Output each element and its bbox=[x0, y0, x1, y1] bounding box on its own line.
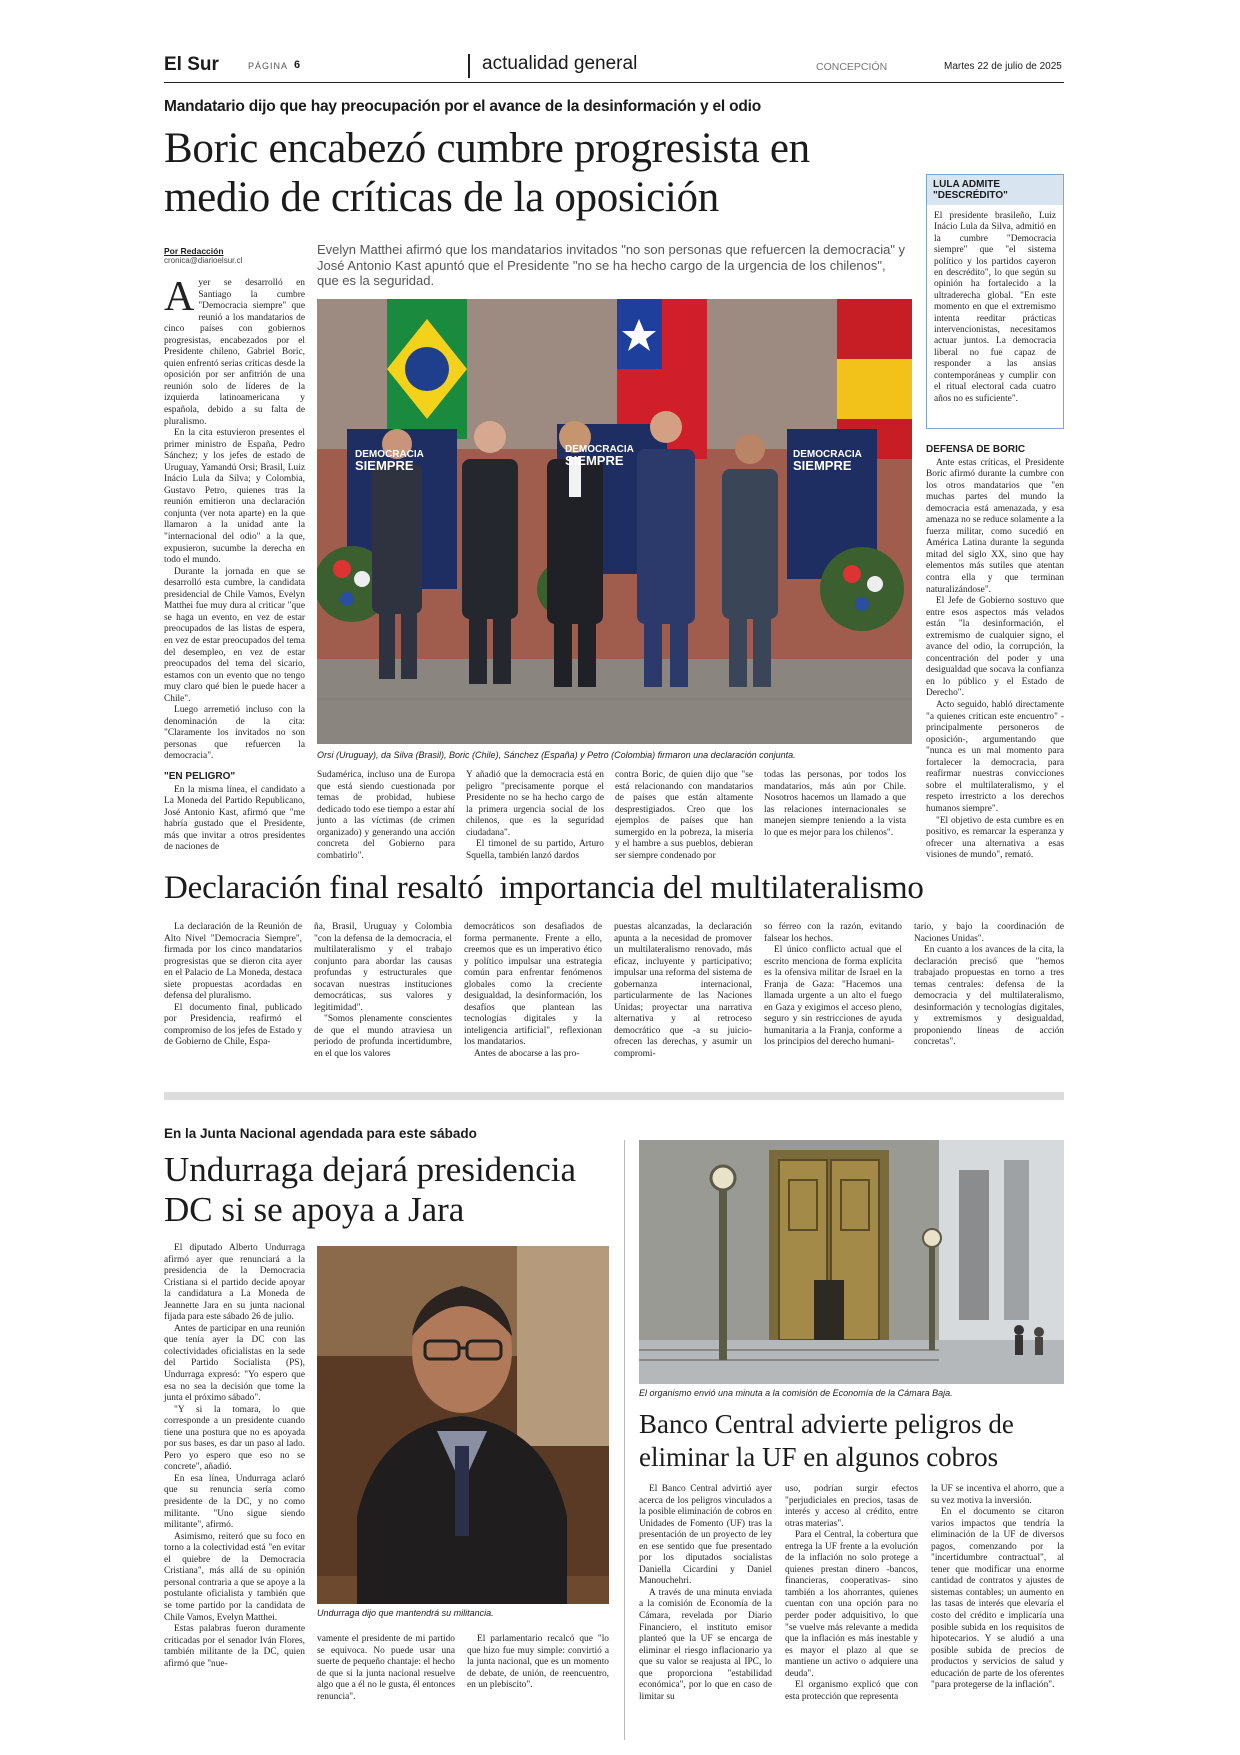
story4-paragraph: El organismo explicó que con esta protección que representa bbox=[785, 1680, 918, 1702]
story1-kicker: Mandatario dijo que hay preocupación por el avance de la desinformación y el odio bbox=[164, 98, 762, 115]
date-label: Martes 22 de julio de 2025 bbox=[944, 61, 1062, 72]
story1-column-5 bbox=[764, 770, 906, 839]
story1-headline bbox=[164, 124, 810, 222]
sidebar-paragraph: El Jefe de Gobierno sostuvo que entre esos aspectos más velados están "la desinformación, el extremismo de cualquier signo, el avance del odio, la corrupción, la concentración del poder y una desigualdad que socava la confianza en lo público y el Estado de Derecho". bbox=[926, 596, 1064, 699]
sidebar-title-line2: "DESCRÉDITO" bbox=[933, 190, 1008, 201]
column-divider bbox=[624, 1140, 625, 1740]
story3-paragraph: "Y si la tomara, lo que corresponde a un presidente cuando tiene una postura que no es apoyada por sus bases, es dar un paso al lado. Pero yo espero que eso no se concrete", añadió. bbox=[164, 1404, 305, 1473]
story2-paragraph: En cuanto a los avances de la cita, la declaración precisó que "hemos trabajado propuestas en torno a tres temas centrales: defensa de la democracia y del multilateralismo, desinformación y tecnologías digitales, y extremismos y desigualdad, proponiendo líneas de acción concretas". bbox=[914, 945, 1064, 1048]
story1-column-1 bbox=[164, 274, 305, 854]
page-label: PÁGINA bbox=[248, 61, 289, 71]
story1-paragraph: contra Boric, de quien dijo que "se está relacionando con mandatarios de países que están altamente desprestigiados. Creo que los ejemplos de países que han sumergido en la pobreza, la miseria y el hambre a sus pueblos, debieran ser siempre condenado por bbox=[615, 770, 753, 861]
story1-paragraph: El timonel de su partido, Arturo Squella, también lanzó dardos bbox=[466, 839, 604, 861]
story4-headline-line2: eliminar la UF en algunos cobros bbox=[639, 1442, 999, 1472]
banco-central-photo bbox=[639, 1140, 1064, 1384]
story3-column-1 bbox=[164, 1243, 305, 1670]
story3-column-3 bbox=[467, 1634, 609, 1692]
backdrop-line2: SIEMPRE bbox=[793, 458, 852, 473]
story1-paragraph: En la cita estuvieron presentes el primer ministro de España, Pedro Sánchez; y los jefes de estado de Uruguay, Yamandú Orsi; Brasil, Luiz Inácio Lula da Silva; y Colombia, Gustavo Petro, quienes tras la reunión emitieron una declaración conjunta (ver nota aparte) en la que llamaron a la unidad ante la "internacional del odio" a la que, expusieron, sucumbe la derecha en todo el mundo. bbox=[164, 428, 305, 566]
story3-paragraph: El parlamentario recalcó que "lo que hizo fue muy simple: convirtió a la junta nacional, que es un momento de debate, de unión, de reencuentro, en un plebiscito". bbox=[467, 1634, 609, 1691]
story1-paragraph: Luego arremetió incluso con la denominación de la cita: "Claramente los invitados no son personas que refuercen la democracia". bbox=[164, 705, 305, 762]
story4-paragraph: El Banco Central advirtió ayer acerca de los peligros vinculados a la posible eliminación de cobros en Unidades de Fomento (UF) tras la presentación de un proyecto de ley en ese sentido que fue presentado por los diputados socialistas Daniella Cicardini y Daniel Manouchehri. bbox=[639, 1484, 772, 1587]
story4-paragraph: uso, podrían surgir efectos "perjudiciales en precios, tasas de interés y acceso al crédito, entre otras materias". bbox=[785, 1484, 918, 1529]
backdrop-text-left bbox=[355, 449, 424, 471]
sidebar-subhead: DEFENSA DE BORIC bbox=[926, 444, 1026, 455]
story2-paragraph: El único conflicto actual que el escrito menciona de forma explícita es la ofensiva militar de Israel en la Franja de Gaza: "Hacemos una llamada urgente a un alto el fuego en Gaza y exigimos el acceso pleno, seguro y sin restricciones de ayuda humanitaria a la Franja, conforme a los principios del derecho humani- bbox=[764, 945, 902, 1048]
sidebar-box bbox=[926, 174, 1064, 429]
sidebar-title-line1: LULA ADMITE bbox=[933, 179, 1001, 190]
undurraga-photo-caption: Undurraga dijo que mantendrá su militancia. bbox=[317, 1608, 494, 1618]
story2-paragraph: "Somos plenamente conscientes de que el mundo atraviesa un periodo de profunda incertidumbre, en el que los valores bbox=[314, 1014, 452, 1060]
paper-name: El Sur bbox=[164, 54, 219, 75]
backdrop-line1: DEMOCRACIA bbox=[565, 444, 634, 455]
story1-paragraph: todas las personas, por todos los mandatarios, más aún por Chile. Nosotros hacemos un llamado a que las relaciones internacionales se manejen siempre teniendo a la vista lo que es mejor para los chilenos". bbox=[764, 770, 906, 838]
story2-paragraph: so férreo con la razón, evitando falsear los hechos. bbox=[764, 922, 902, 944]
story3-kicker: En la Junta Nacional agendada para este sábado bbox=[164, 1126, 477, 1141]
story3-paragraph: vamente el presidente de mi partido se equivoca. No puede usar una suerte de pequeño chantaje: el hecho de que si la junta nacional resuelve algo que a él no le gusta, él entonces renuncia". bbox=[317, 1634, 455, 1702]
story1-paragraph: Y añadió que la democracia está en peligro "precisamente porque el Presidente no se ha hecho cargo de la primera urgencia social de los chilenos, que es la seguridad ciudadana". bbox=[466, 770, 604, 838]
backdrop-text-center bbox=[565, 444, 634, 466]
banco-central-photo-caption: El organismo envió una minuta a la comisión de Economía de la Cámara Baja. bbox=[639, 1388, 953, 1398]
story2-paragraph: puestas alcanzadas, la declaración apunta a la necesidad de promover un multilateralismo renovado, más eficaz, incluyente y participativo; impulsar una reforma del sistema de gobernanza internacional, particularmente de las Naciones Unidas; proyectar una narrativa alternativa y al retroceso democrático que -a su juicio- ofrecen las derechas, y asumir un compromi- bbox=[614, 922, 752, 1060]
story1-paragraph: Durante la jornada en que se desarrolló esta cumbre, la candidata presidencial de Chile Vamos, Evelyn Matthei fue muy dura al criticar "que se haga un evento, en vez de estar preocupados de las listas de espera, en vez de estar preocupados del tema del desempleo, en vez de estar preocupados del tema del sicario, estamos con un evento que no tengo muy claro qué bien le puede hacer a Chile". bbox=[164, 566, 305, 704]
story4-column-2 bbox=[785, 1484, 918, 1703]
undurraga-photo bbox=[317, 1246, 609, 1604]
story1-paragraph: En la misma línea, el candidato a La Moneda del Partido Republicano, José Antonio Kast, afirmó que "me habría gustado que el Presidente, más que invitar a otros presidentes de naciones de bbox=[164, 784, 305, 853]
story3-column-2 bbox=[317, 1634, 455, 1703]
story1-column-3 bbox=[466, 770, 604, 862]
byline-email: cronica@diarioelsur.cl bbox=[164, 256, 243, 265]
story2-paragraph: ña, Brasil, Uruguay y Colombia "con la defensa de la democracia, el multilateralismo y el trabajo conjunto para abordar las causas profundas y estructurales que socavan nuestras instituciones democráticas, sus valores y legitimidad". bbox=[314, 922, 452, 1013]
story4-headline-line1: Banco Central advierte peligros de bbox=[639, 1409, 1014, 1439]
story2-paragraph: Antes de abocarse a las pro- bbox=[474, 1049, 580, 1060]
sidebar-column bbox=[926, 444, 1064, 862]
backdrop-line1: DEMOCRACIA bbox=[793, 449, 862, 460]
masthead bbox=[164, 54, 1064, 82]
city-label: CONCEPCIÓN bbox=[816, 61, 888, 73]
story4-paragraph: A través de una minuta enviada a la comisión de Economía de la Cámara, revelada por Diario Financiero, el instituto emisor planteó que la UF se encarga de eliminar el riesgo inflacionario ya que su valor se reajusta al IPC, lo que proporciona "estabilidad económica", por lo que en caso de limitar su bbox=[639, 1587, 772, 1702]
story3-paragraph: Asimismo, reiteró que su foco en torno a la colectividad está "en evitar el quiebre de la Democracia Cristiana", más allá de su opinión personal contraria a que se apoye a la postulante oficialista y también que se tome partido por la candidata de Chile Vamos, Evelyn Matthei. bbox=[164, 1531, 305, 1623]
story3-paragraph: En esa línea, Undurraga aclaró que su renuncia sería como presidente de la DC, y no como militante. "Uno sigue siendo militante", afirmó. bbox=[164, 1473, 305, 1531]
story4-paragraph: la UF se incentiva el ahorro, que a su vez motiva la inversión. bbox=[931, 1484, 1064, 1506]
story1-headline-line1: Boric encabezó cumbre progresista en bbox=[164, 125, 810, 172]
story3-headline-line1: Undurraga dejará presidencia bbox=[164, 1150, 577, 1189]
story1-paragraph: Sudamérica, incluso una de Europa que está siendo cuestionada por temas de probidad, hubiese dedicado todo ese tiempo a estar ahí junto a las víctimas (de crimen organizado) y generando una acción concreta del Gobierno para combatirlo". bbox=[317, 770, 455, 861]
story3-paragraph: El diputado Alberto Undurraga afirmó ayer que renunciará a la presidencia de la Democracia Cristiana si el partido decide apoyar la candidatura a La Moneda de Jeannette Jara en su junta nacional fijada para este sábado 26 de julio. bbox=[164, 1243, 305, 1323]
sidebar-paragraph: Acto seguido, habló directamente "a quienes critican este encuentro" -principalmente personeros de oposición-, argumentando que "nunca es un mal momento para fortalecer la democracia, para reafirmar nuestras convicciones sobre el multilateralismo, y el respeto irrestricto a los derechos humanos siempre". bbox=[926, 700, 1064, 814]
story4-column-3 bbox=[931, 1484, 1064, 1692]
backdrop-text-right bbox=[793, 449, 862, 471]
summit-photo bbox=[317, 299, 912, 744]
story3-headline bbox=[164, 1150, 576, 1230]
story4-paragraph: Para el Central, la cobertura que entrega la UF frente a la evolución de la inflación no solo protege a quienes prestan dinero -bancos, financieras, cooperativas- sino también a los ahorrantes, quienes cuentan con una opción para no perder poder adquisitivo, lo que "se vuelve más relevante a medida que la inflación es más inestable y es mayor el plazo al que se mantiene un activo o adquiere una deuda". bbox=[785, 1530, 918, 1679]
backdrop-line1: DEMOCRACIA bbox=[355, 449, 424, 460]
sidebar-paragraph: Ante estas críticas, el Presidente Boric afirmó durante la cumbre con los otros mandatarios que "en muchas partes del mundo la democracia está amenazada, y esa amenaza no se reduce solamente a la fuerza militar, como sucedió en América Latina durante la segunda mitad del siglo XX, sino que hay elementos más sutiles que atentan contra ella y que terminan naturalizándose". bbox=[926, 457, 1064, 595]
section-separator bbox=[164, 1092, 1064, 1100]
story2-column-6 bbox=[914, 922, 1064, 1049]
story1-deck: Evelyn Matthei afirmó que los mandatarios invitados "no son personas que refuercen la democracia" y José Antonio Kast apuntó que el Presidente "no se ha hecho cargo de la urgencia de los chilenos", que es la seguridad. bbox=[317, 242, 906, 288]
dropcap: A bbox=[164, 274, 195, 320]
story2-paragraph: La declaración de la Reunión de Alto Nivel "Democracia Siempre", firmada por los cinco mandatarios progresistas que se dieron cita ayer en el Palacio de La Moneda, destaca siete propuestas acordadas en defensa del pluralismo. bbox=[164, 922, 302, 1002]
masthead-divider bbox=[468, 54, 470, 78]
story2-paragraph: El documento final, publicado por Presidencia, reafirmó el compromiso de los jefes de Estado y de Gobierno de Chile, Espa- bbox=[164, 1002, 302, 1048]
byline-name: Por Redacción bbox=[164, 246, 224, 256]
story1-subhead: "EN PELIGRO" bbox=[164, 770, 236, 782]
backdrop-line2: SIEMPRE bbox=[565, 453, 624, 468]
story2-column-3 bbox=[464, 922, 602, 1061]
story4-paragraph: En el documento se citaron varios impactos que tendría la eliminación de la UF de diversos pagos, comenzando por la "incertidumbre contractual", al tener que modificar una enorme cantidad de contratos y ajustes de sistemas contables; un aumento en las tasas de interés que elevaría el costo del crédito e implicaría una posible subida en los requisitos de hipotecarios. Y se aludió a una posible subida de precios de productos y servicios de salud y educación de parte de los oferentes "para protegerse de la inflación". bbox=[931, 1507, 1064, 1691]
story4-headline bbox=[639, 1408, 1014, 1474]
sidebar-body: El presidente brasileño, Luiz Inácio Lula da Silva, admitió en la cumbre "Democracia siempre" que "el sistema político y los partidos cayeron en descrédito", lo que según su opinión ha fortalecido a la ultraderecha global. "En este momento en que el extremismo intenta reeditar prácticas intervencionistas, necesitamos actuar juntos. La democracia liberal no fue capaz de responder a las ansias contemporáneas y cumplir con el ritual electoral cada cuatro años no es suficiente". bbox=[934, 211, 1056, 404]
story4-column-1 bbox=[639, 1484, 772, 1703]
story2-headline: Declaración final resaltó importancia del multilateralismo bbox=[164, 870, 924, 906]
story1-column-4 bbox=[615, 770, 753, 862]
sidebar-title bbox=[927, 175, 1063, 205]
story3-headline-line2: DC si se apoya a Jara bbox=[164, 1190, 465, 1229]
story1-headline-line2: medio de críticas de la oposición bbox=[164, 174, 719, 221]
sidebar-paragraph: "El objetivo de esta cumbre es en positivo, es remarcar la esperanza y ofrecer una alternativa a esas visiones de mundo", remató. bbox=[926, 815, 1064, 861]
story3-paragraph: Estas palabras fueron duramente criticadas por el senador Iván Flores, también militante de la DC, quien afirmó que "nue- bbox=[164, 1624, 305, 1669]
backdrop-line2: SIEMPRE bbox=[355, 458, 414, 473]
story2-column-5 bbox=[764, 922, 902, 1049]
page-number: 6 bbox=[294, 59, 301, 71]
story2-paragraph: tario, y bajo la coordinación de Naciones Unidas". bbox=[914, 922, 1064, 944]
story2-column-4 bbox=[614, 922, 752, 1061]
summit-photo-caption: Orsi (Uruguay), da Silva (Brasil), Boric (Chile), Sánchez (España) y Petro (Colombia) firmaron una declaración conjunta. bbox=[317, 750, 796, 760]
section-name: actualidad general bbox=[482, 53, 638, 74]
story1-paragraph bbox=[164, 274, 305, 428]
story1-column-2 bbox=[317, 770, 455, 862]
story2-column-1 bbox=[164, 922, 302, 1049]
masthead-rule bbox=[164, 82, 1064, 83]
paragraph-text: yer se desarrolló en Santiago la cumbre "Democracia siempre" que reunió a los mandatarios de cinco países con gobiernos progresistas, encabezados por el Presidente chileno, Gabriel Boric, quien enfrentó serias críticas desde la oposición por ser anfitrión de una reunión solo de líderes de la izquierda latinoamericana y española, debido a su falta de pluralismo. bbox=[164, 278, 305, 427]
story2-paragraph: democráticos son desafiados de forma permanente. Frente a ello, creemos que es un imperativo ético y político impulsar una estrategia común para enfrentar fenómenos globales como la creciente desigualdad, la desinformación, los desafíos que plantean las tecnologías digitales y la inteligencia artificial", reflexionan los mandatarios. bbox=[464, 922, 602, 1048]
story2-column-2 bbox=[314, 922, 452, 1061]
story3-paragraph: Antes de participar en una reunión que tenía ayer la DC con las colectividades oficialistas en la sede del Partido Socialista (PS), Undurraga expresó: "Yo espero que esa no sea la decisión que tome la junta el próximo sábado". bbox=[164, 1323, 305, 1404]
story1-byline bbox=[164, 246, 284, 265]
